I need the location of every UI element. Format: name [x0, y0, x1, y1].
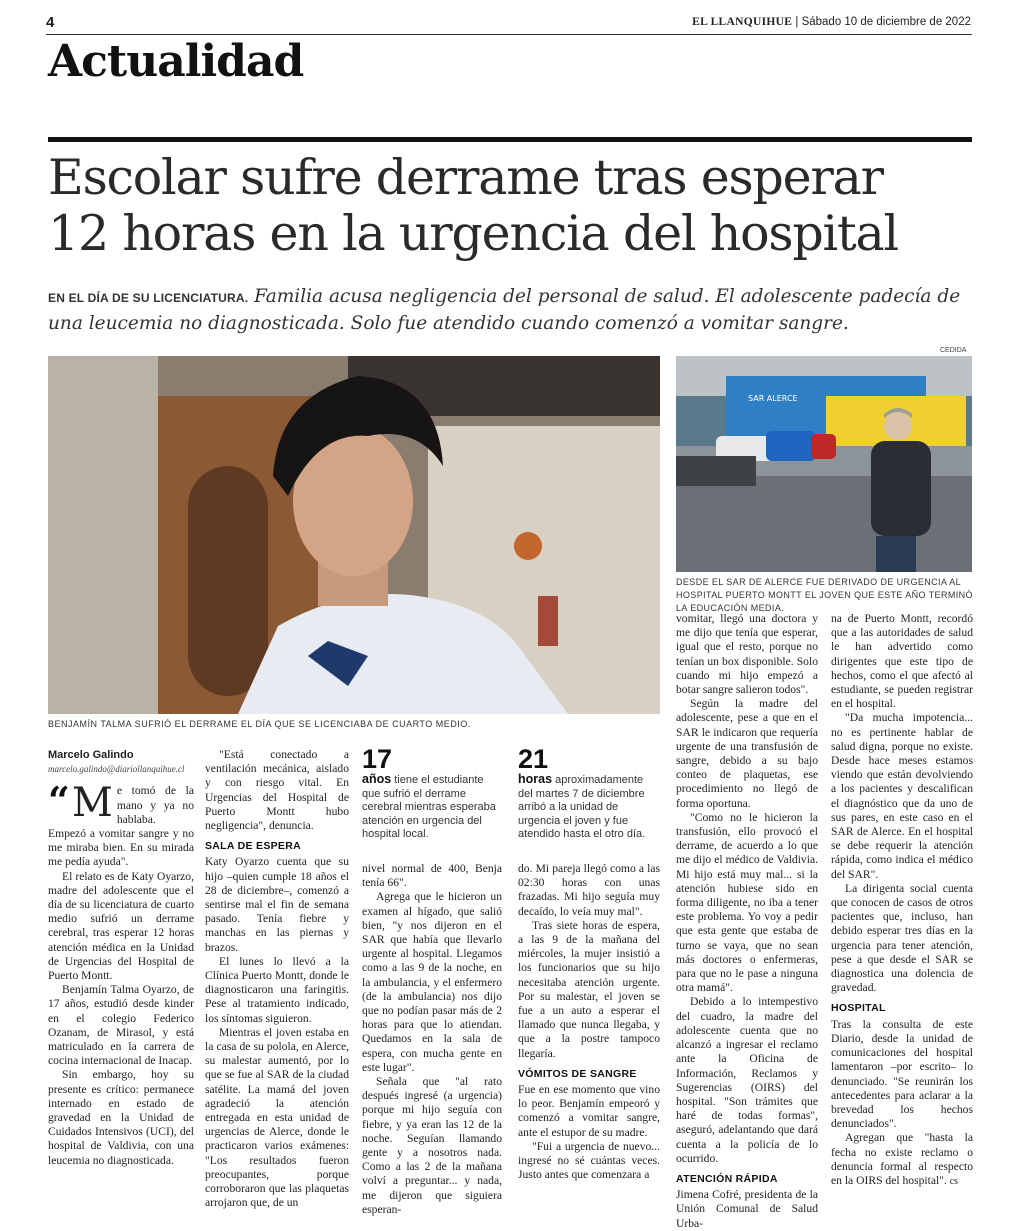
paragraph: nivel normal de 400, Benja tenía 66". [362, 862, 502, 890]
paragraph: Sin embargo, hoy su presente es crítico: permanece internado en estado de gravedad en la Unidad de Cuidados Intensivos (UCI), del hospital de Valdivia, con una leucemia no diagnosticada. [48, 1068, 194, 1167]
paragraph: "Fui a urgencia de nuevo... ingresé no sé cuántas veces. Justo antes que comenzara a [518, 1139, 660, 1182]
paragraph: vomitar, llegó una doctora y me dijo que tenía que esperar, igual que el resto, porque no tenían un box disponible. Solo cuando mi hijo empezó a botar sangre salieron todos". [676, 612, 818, 697]
byline-email: marcelo.galindo@diariollanquihue.cl [48, 764, 185, 775]
headline-line-1: Escolar sufre derrame tras esperar [48, 149, 883, 206]
headline-line-2: 12 horas en la urgencia del hospital [48, 205, 898, 262]
paragraph: Tras la consulta de este Diario, desde la unidad de comunicaciones del hospital lamentaron –por escrito– lo denunciado. "Se reunirán los antecedentes para aclarar a la brevedad los hechos denunciados". [831, 1017, 973, 1131]
article-column-1 [48, 748, 194, 1168]
sign-text: SAR ALERCE [748, 394, 798, 403]
top-rule [46, 34, 972, 35]
paragraph: Señala que "al rato después ingresé (a urgencia) porque mi hijo seguía con fiebre, y ya eran las 12 de la noche. Seguían llamando gente y a nosotros nada. Como a las 2 de la mañana volví a preguntar... y nada, me dijeron que siguiera esperan- [362, 1075, 502, 1216]
stat-unit: años [362, 772, 392, 786]
lead-paragraph: “ M e tomó de la mano y ya no hablaba. Empezó a vomitar sangre y no me miraba bien. En su mirada me pedía ayuda". [48, 778, 194, 869]
subheading-hospital: HOSPITAL [831, 1002, 886, 1015]
article-column-5 [676, 612, 818, 1231]
paragraph: do. Mi pareja llegó como a las 02:30 horas con unas frazadas. Mi hijo seguía muy decaído, lo veía muy mal". [518, 862, 660, 918]
quote-mark-icon: “ [48, 778, 70, 824]
byline: Marcelo Galindo [48, 749, 134, 761]
stat-unit: horas [518, 772, 553, 786]
paragraph: "Da mucha impotencia... no es pertinente hablar de salud digna, porque no existe. Desde hace meses estamos viendo que están devolviendo a los pacientes y descalifican el diagnóstico que da uno de sus pares, en este caso en el SAR de Alerce. En el hospital se debe requerir la atención rápida, como indica el médico del SAR". [831, 711, 973, 881]
subheading-atencion-rapida: ATENCIÓN RÁPIDA [676, 1172, 778, 1185]
paragraph: El lunes lo llevó a la Clínica Puerto Montt, donde le diagnosticaron una faringitis. Pese al tratamiento indicado, los síntomas siguieron. [205, 954, 349, 1025]
secondary-photo-caption: DESDE EL SAR DE ALERCE FUE DERIVADO DE URGENCIA AL HOSPITAL PUERTO MONTT EL JOVEN QUE ESTE AÑO TERMINÓ LA EDUCACIÓN MEDIA. [676, 577, 973, 613]
stat-text: tiene el estudiante que sufrió el derrame cerebral mientras esperaba atención en urgencia del hospital local. [362, 774, 496, 840]
drop-cap: M [71, 780, 113, 827]
paragraph: Fue en ese momento que vino lo peor. Benjamín empeoró y comenzó a vomitar sangre, ante el estupor de su madre. [518, 1083, 660, 1139]
stat-number: 17 [362, 744, 393, 774]
kicker: EN EL DÍA DE SU LICENCIATURA. [48, 291, 249, 305]
subheading-vomitos: VÓMITOS DE SANGRE [518, 1067, 637, 1080]
paragraph: Benjamín Talma Oyarzo, de 17 años, estudió desde kinder en el colegio Federico Ozanam, de Mirasol, y está matriculado en la carrera de cocina internacional de Inacap. [48, 983, 194, 1068]
stat-number: 21 [518, 744, 549, 774]
subhead-text: Familia acusa negligencia del personal de salud. El adolescente padecía de una leucemia no diagnosticada. Solo fue atendido cuando comenzó a vomitar sangre. [48, 286, 961, 334]
paragraph: Debido a lo intempestivo del cuadro, la madre del adolescente cuenta que no alcanzó a ingresar el reclamo ante la Oficina de Información, Reclamos y Sugerencias (OIRS) del hospital. "Son trámites que haré de todas formas", aseguró, adelantando que dará cuenta a la policía de lo ocurrido. [676, 995, 818, 1165]
masthead-line: EL LLANQUIHUE | Sábado 10 de diciembre de 2022 [692, 16, 971, 28]
newspaper-name: EL LLANQUIHUE [692, 16, 793, 28]
subheading-sala-de-espera: SALA DE ESPERA [205, 840, 301, 853]
headline [48, 150, 978, 262]
main-photo-illustration [48, 356, 660, 714]
paragraph: Agrega que le hicieron un examen al hígado, que salió bien, "y nos dijeron en el SAR que había que llevarlo urgente al hospital. Llegamos como a las 9 de la noche, en la ambulancia, y el enfermero (de la ambulancia) nos dijo que no podían pasar más de 2 horas para que lo atiendan. Quedamos en la sala de espera, con mucha gente en este lugar". [362, 890, 502, 1074]
secondary-photo [676, 356, 972, 572]
stat-box-age [362, 745, 502, 842]
paragraph: Tras siete horas de espera, a las 9 de la mañana del miércoles, la mujer insistió a los funcionarios que su hijo necesitaba atención urgente. Por su malestar, el joven se fue a un auto a esperar el llamado que nunca llegaba, y que a la postre tampoco llegaría. [518, 918, 660, 1060]
paragraph: "Como no le hicieron la transfusión, ello provocó el derrame, de acuerdo a lo que me dijo el médico de Valdivia. Mi hijo está muy mal... si la atención hubiese sido en forma diligente, no iba a tener este problema. Yo voy a pedir que esta gente que estaba de turno se vaya, que no sean más doctores o enfermeras, para que no le pase a ninguna otra mamá". [676, 810, 818, 995]
paragraph: Agregan que "hasta la fecha no existe reclamo o denuncia formal al respecto en la OIRS del hospital". cs [831, 1131, 973, 1187]
page-number: 4 [46, 14, 55, 31]
subheadline [48, 284, 978, 336]
paragraph: Jimena Cofré, presidenta de la Unión Comunal de Salud Urba- [676, 1188, 818, 1230]
stat-box-hours [518, 745, 660, 842]
paragraph: El relato es de Katy Oyarzo, madre del adolescente que el día de su licenciatura de cuarto medio sufrió un derrame cerebral, tras esperar 12 horas atención médica en la Unidad de Urgencias del Hospital de Puerto Montt. [48, 869, 194, 983]
main-photo-caption: BENJAMÍN TALMA SUFRIÓ EL DERRAME EL DÍA QUE SE LICENCIABA DE CUARTO MEDIO. [48, 719, 471, 729]
article-column-6 [831, 612, 973, 1189]
photo-credit: CEDIDA [940, 347, 967, 354]
paragraph: Katy Oyarzo cuenta que su hijo –quien cumple 18 años el 28 de diciembre–, comenzó a sentirse mal el fin de semana pasado. Tenía fiebre y manchas en las piernas y brazos. [205, 855, 349, 954]
paragraph: na de Puerto Montt, recordó que a las autoridades de salud le han advertido como dirigentes que este tipo de hechos, como el que afectó al estudiante, se pueden registrar en el hospital. [831, 612, 973, 711]
stat-text: aproximadamente del martes 7 de diciembre arribó a la unidad de urgencia el joven y fue atendido hasta el otro día. [518, 774, 646, 840]
paragraph: La dirigenta social cuenta que conocen de casos de otros pacientes que, incluso, han debido esperar tres días en la urgencia para tener atención, pese a que desde el SAR se diagnostica una dolencia de gravedad. [831, 881, 973, 995]
end-mark-icon: cs [949, 1175, 959, 1187]
article-column-3 [362, 862, 502, 1217]
article-column-2 [205, 748, 349, 1211]
article-column-4 [518, 862, 660, 1182]
main-photo [48, 356, 660, 714]
section-rule [48, 137, 972, 142]
paragraph: "Está conectado a ventilación mecánica, aislado y con riesgo vital. En Urgencias del Hospital de Puerto Montt hubo negligencia", denuncia. [205, 748, 349, 833]
section-title: Actualidad [48, 36, 304, 87]
paragraph: Mientras el joven estaba en la casa de su polola, en Alerce, su malestar aumentó, por lo que se fue al SAR de la ciudad satélite. La mamá del joven agradeció la atención entregada en esta unidad de urgencias de Alerce, donde le practicaron varios exámenes: "Los resultados fueron preocupantes, porque corroboraron que las plaquetas arrojaron que, de un [205, 1025, 349, 1210]
issue-date: Sábado 10 de diciembre de 2022 [801, 16, 971, 28]
paragraph: Según la madre del adolescente, pese a que en el SAR le indicaron que requería urgente de una transfusión de sangre, debido a su bajo conteo de plaquetas, ese procedimiento no llegó de forma oportuna. [676, 697, 818, 810]
secondary-photo-illustration [676, 356, 972, 572]
